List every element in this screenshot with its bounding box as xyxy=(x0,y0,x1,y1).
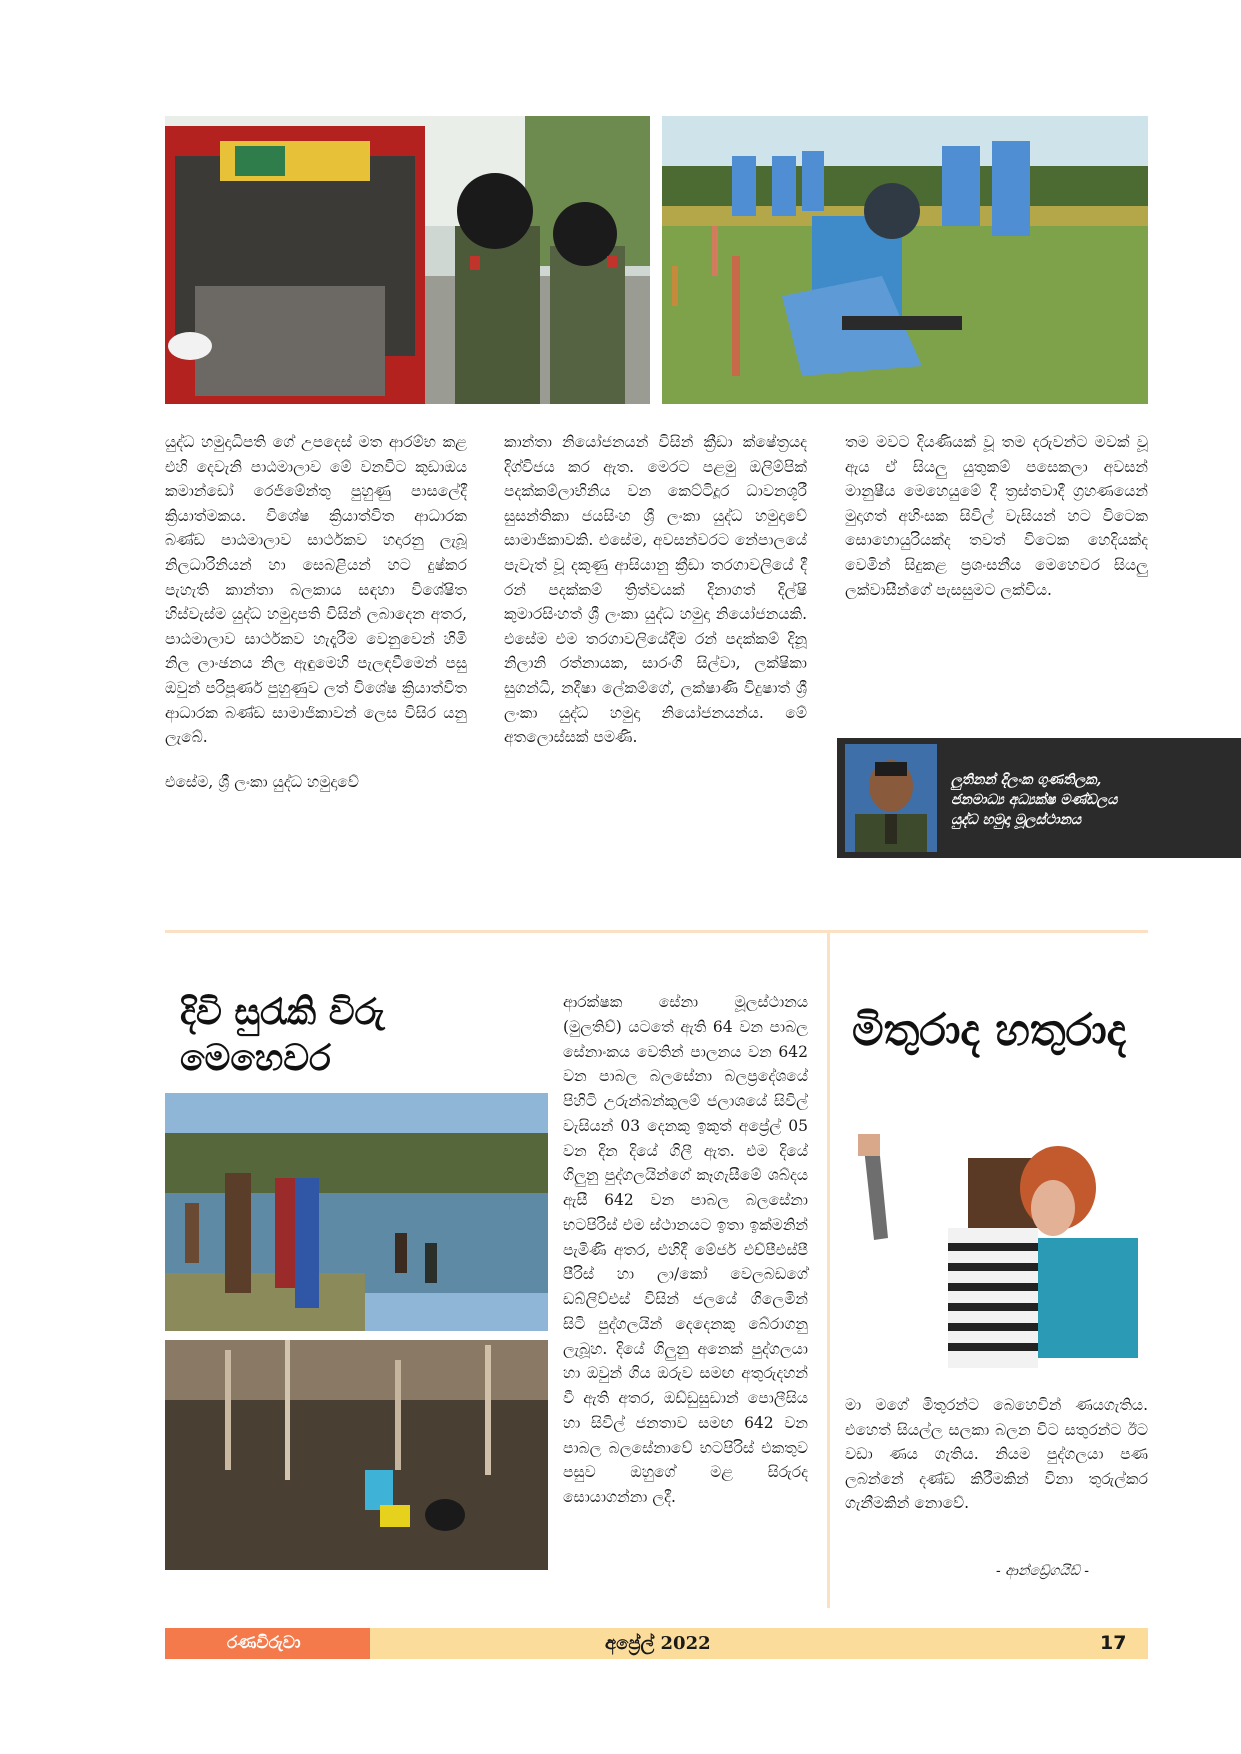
friendship-headline: මිතුරාද හතුරාද xyxy=(852,1005,1127,1056)
photo-reservoir-rescue xyxy=(165,1340,548,1570)
friendship-attribution: - ආන්ඩ්‍රේගයිඩ් - xyxy=(996,1563,1089,1579)
paragraph: යුද්ධ හමුදාධිපති ගේ උපදෙස් මත ආරම්භ කළ එහි දෙවැනි පාඨමාලාව මේ වනවිට කුඩාඔය කමාන්ඩෝ රෙජිමේන්තු පුහුණු පාසලේදී ක්‍රියාත්මකය. විශේෂ ක්‍රියාත්විත ආධාරක බණ්ඩ පාඨමාලාව සාර්ථකව හදාරනු ලැබූ නිලධාරිනියන් හා සෙබළියන් හට දුෂ්කර පැහැති කාන්තා බලකාය සඳහා විශේෂිත හිස්වැස්ම යුද්ධ හමුදාපති විසින් ලබාදෙන අතර, පාඨමාලාව සාර්ථකව හැදෑරීම වෙනුවෙන් හිමි නිල ලාංඡනය නිල ඇඳුමෙහි පැලඳවීමෙන් පසු ඔවුන් පරිපූර්ණ පුහුණුව ලත් විශේෂ ක්‍රියාත්විත ආධාරක බණ්ඩ සාමාජිකාවන් ලෙස විසිර යනු ලැබේ. xyxy=(165,433,467,747)
section-divider-vertical xyxy=(827,933,830,1608)
paragraph: එසේම, ශ්‍රී ලංකා යුද්ධ හමුදාවේ xyxy=(165,772,359,791)
photo-embrace-with-knife xyxy=(848,1128,1148,1373)
paragraph: ආරක්ෂක සේනා මූලස්ථානය (මුලතිව්) යටතේ ඇති 64 වන පාබල සේනාංකය වෙතින් පාලනය වන 642 වන පාබල බලසේනා බලප්‍රදේශයේ පිහිටි උරුන්බන්කුලම් ජලාශයේ සිවිල් වැසියන් 03 දෙනකු ඉකුත් අප්‍රේල් 05 වන දින දියේ ගිලී ඇත. එම දියේ ගිලුනු පුද්ගලයින්ගේ කෑගැසීමේ ශබ්දය ඇසී 642 වන පාබල බලසේනා භටපිරිස් එම ස්ථානයට ඉතා ඉක්මනින් පැමිණි අතර, එහිදී මේජර් එච්පීඑස්පී පීරිස් හා ලා/කෝ වෙලබඩගේ ඩබ්ලිව්එස් විසින් ජලයේ ගිලෙමින් සිටි පුද්ගලයින් දෙදෙනකු බේරාගනු ලැබූහ. දියේ ගිලුනු අනෙක් පුද්ගලයා හා ඔවුන් ගිය ඔරුව සමඟ අතුරුදහන් වී ඇති අතර, ඔඩ්ඩුසුඩාන් පොලීසිය හා සිවිල් ජනතාව සමඟ 642 වන පාබල බලසේනාවේ භටපිරිස් එකතුව පසුව ඔහුගේ මළ සිරුරද සොයාගන්නා ලදී. xyxy=(563,993,808,1506)
paragraph: කාන්තා නියෝජනයන් විසින් ක්‍රීඩා ක්ෂේත්‍රයද දිග්විජය කර ඇත. මෙරට පළමු ඔලිම්පික් පදක්කම්ලාභිනිය වන කෙට්ටිදූර ධාවනශූරී සුසන්තිකා ජයසිංහ ශ්‍රී ලංකා යුද්ධ හමුදාවේ සාමාජිකාවකි. එසේම, අවසන්වරට නේපාලයේ පැවැත් වූ දකුණු ආසියානු ක්‍රීඩා තරගාවලියේ දී රන් පදක්කම් ත්‍රිත්වයක් දිනාගත් දිල්ෂි කුමාරසිංහත් ශ්‍රී ලංකා යුද්ධ හමුදා නියෝජනයකි. එසේම එම තරගාවලියේදීම රන් පදක්කම් දිනූ නිලානි රත්නායක, සාරංගි සිල්වා, ලක්ෂිකා සුගන්ධි, නදීෂා ලේකම්ගේ, ලක්ෂාණි විදුෂාත් ශ්‍රී ලංකා යුද්ධ හමුදා නියෝජනයන්ය. මේ අතලොස්සක් පමණි. xyxy=(504,433,807,747)
photo-soldiers-tuk-tuk xyxy=(165,116,650,404)
photo-demining-training xyxy=(662,116,1148,404)
page-number: 17 xyxy=(1100,1632,1127,1654)
paragraph: තම මවට දියණියක් වූ තම දරුවන්ට මවක් වූ ඇය ඒ සියලු යුතුකම් පසෙකලා අවසන් මානුෂීය මෙහෙයුමේ දී ත්‍රස්තවාදී ග්‍රහණයෙන් මුදාගත් අහිංසක සිවිල් වැසියන් හට විටෙක සොහොයුරියක්ද තවත් විටෙක හෙදියක්ද වෙමින් සිදුකළ ප්‍රශංසනීය මෙහෙවර සියලු ලක්වාසීන්ගේ පැසසුමට ලක්විය. xyxy=(845,433,1148,599)
friendship-body xyxy=(845,1393,1148,1516)
photo-reservoir-crowd xyxy=(165,1093,548,1331)
top-article-column-2 xyxy=(504,430,807,750)
caption-headquarters: යුද්ධ හමුදා මූලස්ථානය xyxy=(951,812,1082,828)
rescue-article-headline: දිවි සුරැකි විරු මෙහෙවර xyxy=(180,992,385,1079)
top-article-column-3 xyxy=(845,430,1148,602)
rescue-article-body xyxy=(563,990,808,1510)
author-portrait xyxy=(845,744,937,852)
top-article-column-1 xyxy=(165,430,467,794)
footer-brand: රණවිරුවා xyxy=(165,1628,370,1659)
section-divider-horizontal xyxy=(165,930,1148,933)
author-caption-box xyxy=(837,738,1241,858)
paragraph: මා මගේ මිතුරන්ට බෙහෙවින් ණයගැතිය. එහෙත් සියල්ල සලකා බලන විට සතුරන්ට ඊට වඩා ණය ගැතිය. නියම පුද්ගලයා පණ ලබන්නේ දණ්ඩ කිරීමකින් විනා තුරුල්කර ගැනීමකින් නොවේ. xyxy=(845,1396,1148,1512)
author-caption xyxy=(951,770,1231,830)
caption-department: ජනමාධ්‍ය අධ්‍යක්ෂ මණ්ඩලය xyxy=(951,792,1118,808)
footer-date: අප්‍රේල් 2022 xyxy=(605,1633,711,1654)
caption-name: ලුතිනන් දිලංක ගුණතිලක, xyxy=(951,772,1102,788)
footer-bar xyxy=(370,1628,1148,1659)
